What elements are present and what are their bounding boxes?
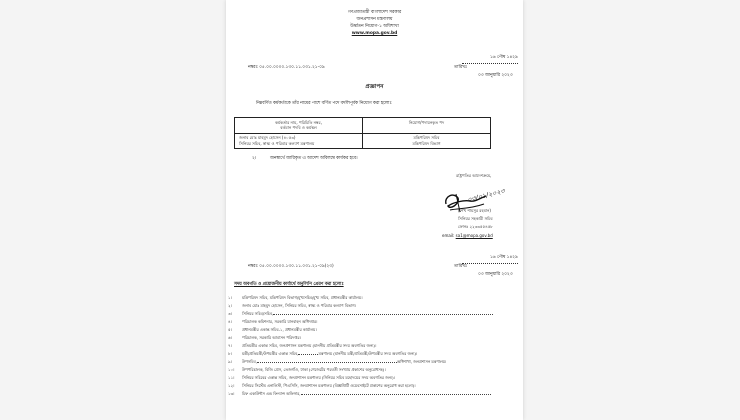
header-website-link[interactable]: www.mopa.gov.bd [351,31,398,36]
list-item-text-continued: মন্ত্রণালয় (মাননীয় মন্ত্রী/প্রতিমন্ত্রী/উপমন্ত্রীর সদয় অবগতির জন্য)। [318,351,418,356]
table-header-post: নিয়োগ/পদায়নকৃত পদ [363,118,491,134]
list-item [228,295,518,300]
list-item [228,367,518,372]
list-item [228,383,518,388]
fill-in-blank [273,312,493,315]
memo2-number: নম্বরঃ ০৫.০০.০০০০.১৩০.১১.০৩১.২১-০৯(২৩) [248,264,334,269]
memo1-date-english: ০৩ জানুয়ারি ২০২৩ [478,73,513,78]
list-item-text: উপপরিচালক, বিজি প্রেস, তেজগাঁও, ঢাকা (গেজেটের পরবর্তী সংখ্যায় প্রকাশের অনুরোধসহ)। [242,367,386,372]
new-post-division: মন্ত্রিপরিষদ বিভাগ [412,140,441,146]
fill-in-blank [301,392,491,395]
signatory-email[interactable]: sa1@mopa.gov.bd [455,233,493,238]
list-item-number: ১৩। [228,391,235,396]
list-item [228,303,518,308]
list-item-text: চিফ একাউন্টস এন্ড ফিন্যান্স অফিসার, [242,391,301,396]
table-cell-post [363,133,491,149]
notice-intro: নিম্নবর্ণিত কর্মকর্তাকে তাঁর নামের পাশে বর্ণিত পদে বদলিপূর্বক নিয়োগ করা হলোঃ [256,101,392,106]
signatory-email-row [442,232,510,240]
list-item-number: ৮। [228,351,232,356]
list-item [228,311,518,316]
memo2-date-label: তারিখঃ [454,264,468,269]
table-header-officer-line2: বর্তমান পদবি ও কর্মস্থল [280,125,317,131]
signature-date: ০৩/০১/২০২৩ [466,186,506,204]
distribution-heading: সদয় অবগতি ও প্রয়োজনীয় কার্যার্থে অনুলিপি প্রেরণ করা হলোঃ [234,282,344,287]
list-item-text: প্রধানমন্ত্রীর একান্ত সচিব-১, প্রধানমন্ত্রীর কার্যালয়। [242,327,317,332]
list-item-number: ৫। [228,327,232,332]
list-item-number: ১। [228,295,232,300]
fill-in-blank [298,352,318,355]
memo2-date-bangla: ১৬ পৌষ ১৪২৯ [490,255,518,260]
table-header-officer-line1: কর্মকর্তার নাম, পরিচিতি নম্বর, [275,119,322,125]
list-item-text: উপসচিব, [242,359,257,364]
list-item-number: ৭। [228,343,232,348]
list-item [228,327,518,332]
list-item-text: সিনিয়র সচিব/সচিব, [242,311,274,316]
list-item-number: ৯। [228,359,232,364]
list-item [228,391,518,396]
officer-current-post: সিনিয়র সচিব, স্বাস্থ্য ও পরিবার কল্যাণ মন্ত্রণালয় [239,140,315,146]
list-item-text-continued: অধিশাখা, জনপ্রশাসন মন্ত্রণালয়। [396,359,447,364]
list-item-number: ১২। [228,383,235,388]
header-ministry: জনপ্রশাসন মন্ত্রণালয় [356,17,393,22]
list-item-text: পরিচালক, সরকারি আবাসন পরিদপ্তর। [242,335,301,340]
signatory-designation: সিনিয়র সহকারী সচিব [458,216,493,221]
list-item-number: ৪। [228,319,232,324]
memo1-date-label: তারিখঃ [454,65,468,70]
list-item [228,343,518,348]
list-item-text: প্রতিমন্ত্রীর একান্ত সচিব, জনপ্রশাসন মন্ত্রণালয় (মাননীয় প্রতিমন্ত্রীর সদয় অবগতির জন্য)। [242,343,377,348]
para2-text: জনস্বার্থে জারিকৃত এ আদেশ অবিলম্বে কার্যকর হবে। [270,156,358,161]
table-row [235,133,491,149]
list-item [228,375,518,380]
document-page [226,0,523,420]
list-item-text: সিনিয়র সিস্টেম এনালিস্ট, পিএসিসি, জনপ্রশাসন মন্ত্রণালয় (বিজ্ঞপ্তিটি ওয়েবসাইটে প্রকাশের অনুরোধ করা হলো)। [242,383,416,388]
list-item-number: ১১। [228,375,235,380]
notice-title: প্রজ্ঞাপন [365,84,384,90]
table-header-officer [235,118,363,134]
list-item [228,351,518,356]
header-government: গণপ্রজাতন্ত্রী বাংলাদেশ সরকার [347,10,402,15]
header-section: উর্ধ্বতন নিয়োগ-১ অধিশাখা [350,24,399,29]
list-item-text: সিনিয়র সচিবের একান্ত সচিব, জনপ্রশাসন মন্ত্রণালয় (সিনিয়র সচিব মহোদয়ের সদয় অবগতির জন্য)। [242,375,395,380]
list-item-text: পরিচালক কমিশনার, সরকারি যানবাহন অধিদপ্তর। [242,319,318,324]
memo1-date-bangla: ১৬ পৌষ ১৪২৯ [490,55,518,60]
table-header-row [235,118,491,134]
fill-in-blank [257,360,397,363]
list-item-text: মন্ত্রী/প্রতিমন্ত্রী/উপমন্ত্রীর একান্ত সচিব, [242,351,299,356]
list-item [228,335,518,340]
list-item-number: ১০। [228,367,235,372]
memo2-date-english: ০৩ জানুয়ারি ২০২৩ [478,272,513,277]
table-cell-officer [235,133,363,149]
new-post-title: মন্ত্রিপরিষদ সচিব [413,135,440,141]
memo1-number: নম্বরঃ ০৫.০০.০০০০.১৩০.১১.০৩১.২১-০৯ [248,65,325,70]
signatory-name: (শেখ শামসুর রহমান) [458,208,491,213]
signatory-phone: ফোনঃ ২২৩৩৫৫৪৫৮ [458,224,493,229]
memo1-date-divider [462,63,518,64]
list-item-number: ৬। [228,335,232,340]
list-item-number: ৩। [228,311,232,316]
list-item [228,319,518,324]
para2-number: ২। [252,156,257,161]
list-item-text: জনাব মোঃ মাহমুদ হোসেন, সিনিয়র সচিব, স্বাস্থ্য ও পরিবার কল্যাণ বিভাগ। [242,303,356,308]
list-item-number: ২। [228,303,232,308]
officer-name: জনাব মোঃ মাহমুদ হোসেন (৪০৫৩) [239,135,296,141]
transfer-table [234,117,491,149]
signatory-email-label: email: [442,233,455,238]
list-item [228,359,518,364]
signature-order-text: রাষ্ট্রপতির আদেশক্রমে, [456,173,492,178]
list-item-text: মন্ত্রিপরিষদ সচিব, মন্ত্রিপরিষদ বিভাগ/মুখ্যসচিব/মুখ্য সচিব, প্রধানমন্ত্রীর কার্যালয়। [242,295,363,300]
memo2-date-divider [462,263,518,264]
